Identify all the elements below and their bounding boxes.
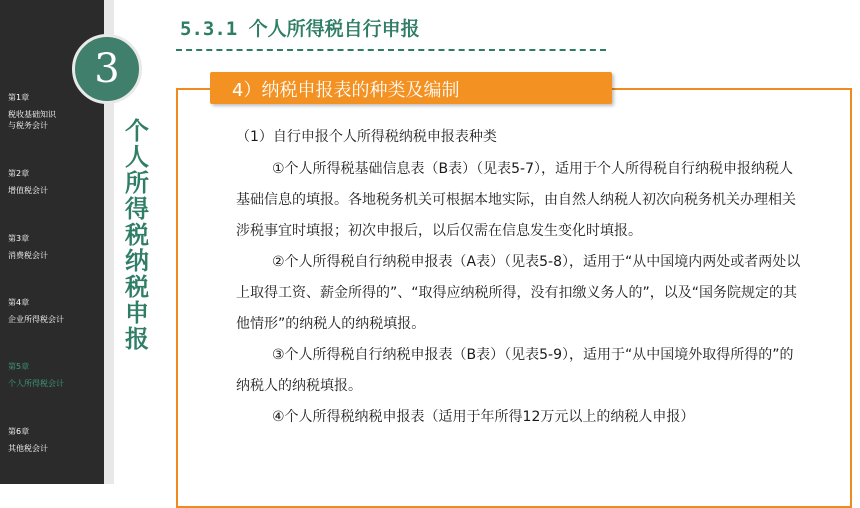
chapter-title: 个人所得税会计 (8, 379, 64, 388)
topic-banner (210, 72, 612, 104)
sidebar-item-chapter-3[interactable] (8, 233, 48, 261)
chapter-number: 第4章 (8, 298, 30, 307)
banner-label: 4）纳税申报表的种类及编制 (232, 80, 460, 101)
content-item-1: ①个人所得税基础信息表（B表）（见表5-7），适用于个人所得税自行纳税申报纳税人基础信息的填报。各地税务机关可根据本地实际，由自然人纳税人初次向税务机关办理相关涉税事宜时填报；初次申报后，以后仅需在信息发生变化时填报。 (236, 161, 796, 239)
vertical-title: 个人所得税纳税申报 (125, 117, 149, 353)
content-lead: （1）自行申报个人所得税纳税申报表种类 (236, 129, 497, 145)
sidebar-item-chapter-4[interactable] (8, 297, 64, 325)
chapter-number: 第1章 (8, 93, 30, 102)
chapter-number: 第2章 (8, 169, 30, 178)
content-body (236, 122, 802, 433)
content-item-4: ④个人所得税纳税申报表（适用于年所得12万元以上的纳税人申报） (272, 409, 695, 425)
chapter-title: 其他税会计 (8, 444, 48, 453)
sidebar-item-chapter-1[interactable] (8, 92, 56, 131)
chapter-number: 第5章 (8, 362, 30, 371)
sidebar-item-chapter-5[interactable] (8, 361, 64, 389)
chapter-title: 消费税会计 (8, 251, 48, 260)
chapter-badge: 3 (72, 34, 142, 104)
content-item-3: ③个人所得税自行纳税申报表（B表）（见表5-9），适用于“从中国境外取得所得的”的纳税人的纳税填报。 (236, 347, 794, 394)
chapter-title: 企业所得税会计 (8, 315, 64, 324)
chapter-number: 第3章 (8, 234, 30, 243)
sidebar-item-chapter-2[interactable] (8, 168, 48, 196)
chapter-title: 增值税会计 (8, 186, 48, 195)
dashed-divider (176, 49, 606, 51)
sidebar-item-chapter-6[interactable] (8, 426, 48, 454)
section-title: 5.3.1 个人所得税自行申报 (180, 18, 420, 40)
chapter-title: 税收基础知识 与税务会计 (8, 110, 56, 130)
content-item-2: ②个人所得税自行纳税申报表（A表）（见表5-8），适用于“从中国境内两处或者两处以上取得工资、薪金所得的”、“取得应纳税所得，没有扣缴义务人的”，以及“国务院规定的其他情形”的纳税人的纳税填报。 (236, 254, 801, 332)
chapter-number: 第6章 (8, 427, 30, 436)
